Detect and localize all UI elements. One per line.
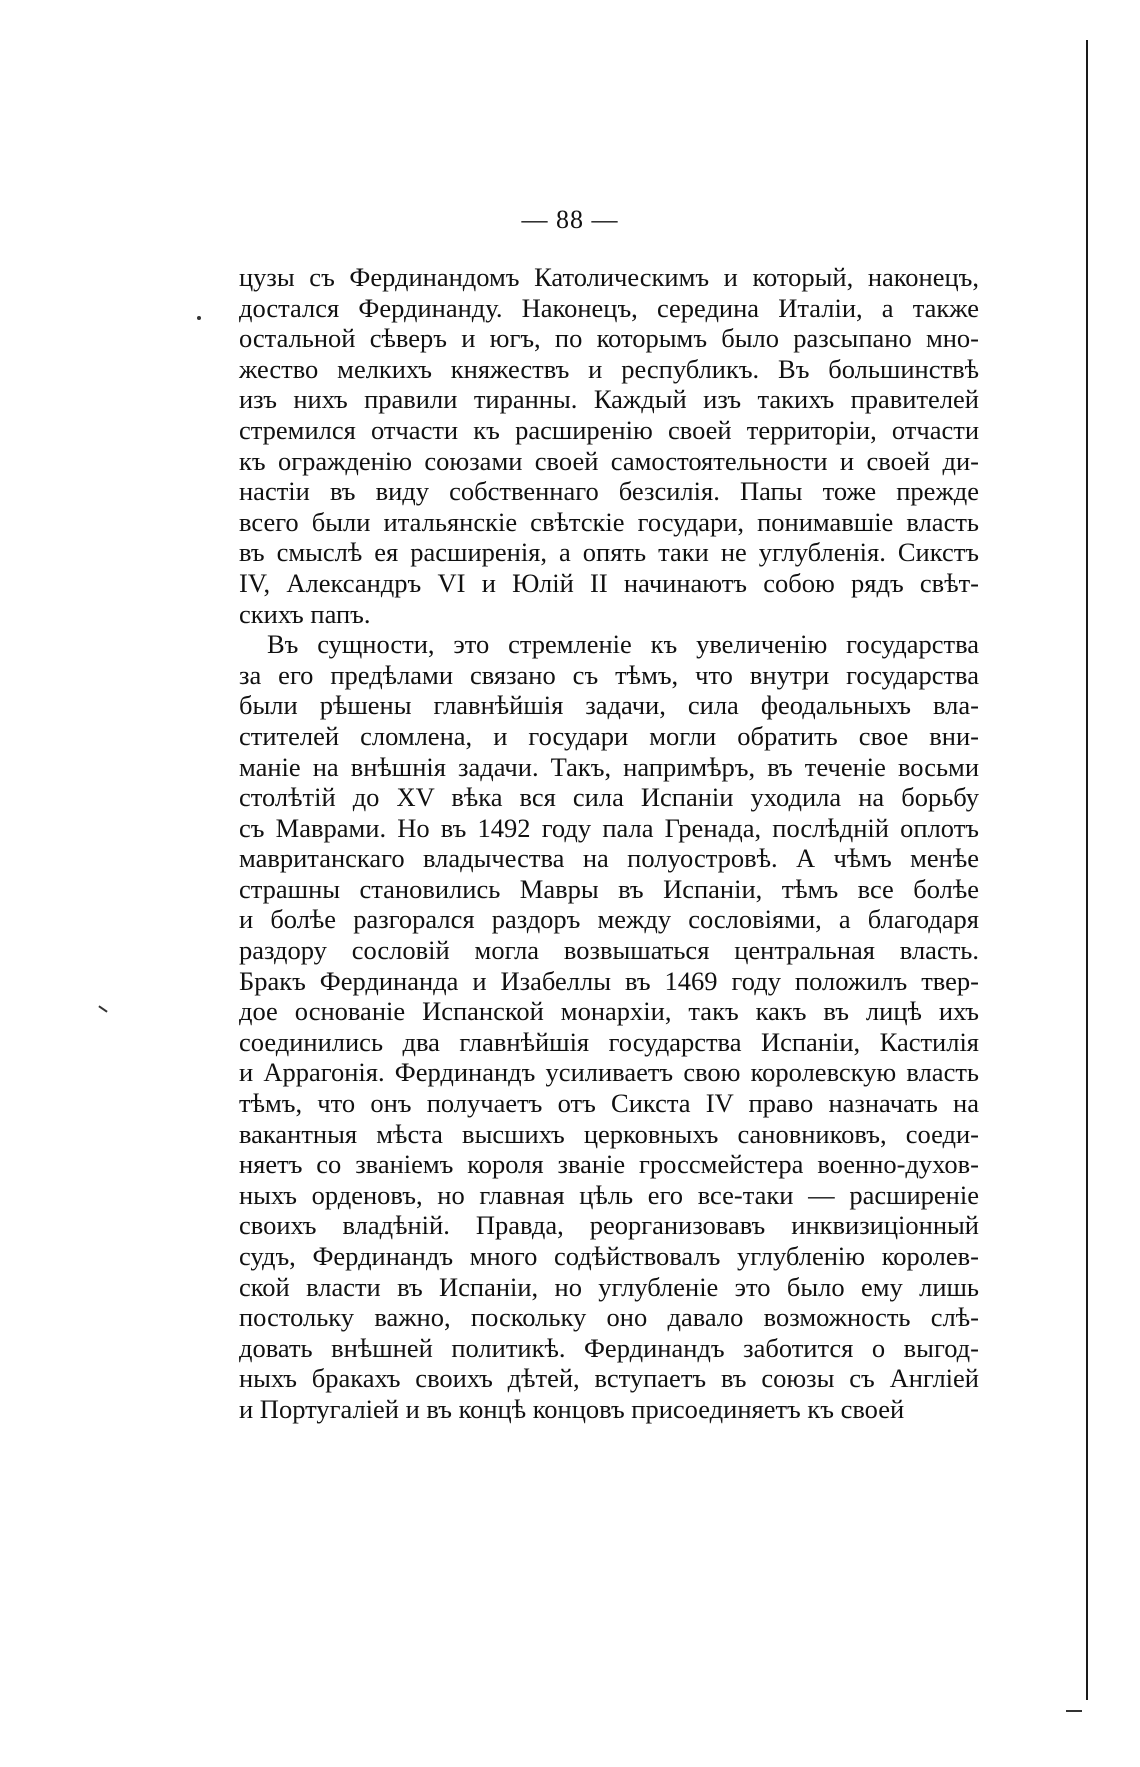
text-line: остальной сѣверъ и югъ, по которымъ было разсыпано мно-: [239, 323, 979, 354]
text-line: за его предѣлами связано съ тѣмъ, что внутри государства: [239, 659, 979, 690]
text-line: мавританскаго владычества на полуостровѣ. А чѣмъ менѣе: [239, 843, 979, 874]
text-line: были рѣшены главнѣйшія задачи, сила феодальныхъ вла-: [239, 690, 979, 721]
text-line: стителей сломлена, и государи могли обратить свое вни-: [239, 720, 979, 751]
text-line: настіи въ виду собственнаго безсилія. Папы тоже прежде: [239, 476, 979, 507]
text-line: Бракъ Фердинанда и Изабеллы въ 1469 году положилъ твер-: [239, 965, 979, 996]
text-line: няетъ со званіемъ короля званіе гроссмейстера военно-духов-: [239, 1149, 979, 1180]
text-line: ныхъ бракахъ своихъ дѣтей, вступаетъ въ союзы съ Англіей: [239, 1363, 979, 1394]
text-line: и болѣе разгорался раздоръ между сословіями, а благодаря: [239, 904, 979, 935]
text-line: дое основаніе Испанской монархіи, такъ какъ въ лицѣ ихъ: [239, 996, 979, 1027]
text-line: столѣтій до XV вѣка вся сила Испаніи уходила на борьбу: [239, 782, 979, 813]
text-line: постольку важно, поскольку оно давало возможность слѣ-: [239, 1302, 979, 1333]
text-line: и Португаліей и въ концѣ концовъ присоединяетъ къ своей: [239, 1393, 905, 1424]
page-edge-line: [1086, 40, 1088, 1700]
margin-speck: [197, 316, 201, 320]
text-line: цузы съ Фердинандомъ Католическимъ и который, наконецъ,: [239, 262, 979, 292]
text-line: маніе на внѣшнія задачи. Такъ, напримѣръ, въ теченіе восьми: [239, 751, 979, 782]
text-line: раздору сословій могла возвышаться центральная власть.: [239, 935, 979, 966]
text-line: всего были итальянскіе свѣтскіе государи, понимавшіе власть: [239, 506, 979, 537]
text-line: страшны становились Мавры въ Испаніи, тѣмъ все болѣе: [239, 873, 979, 904]
text-line: ныхъ орденовъ, но главная цѣль его все-таки — расширеніе: [239, 1179, 979, 1210]
text-line: изъ нихъ правили тиранны. Каждый изъ такихъ правителей: [239, 384, 979, 415]
text-line: тѣмъ, что онъ получаетъ отъ Сикста IV право назначать на: [239, 1088, 979, 1119]
text-line: скихъ папъ.: [239, 598, 371, 629]
text-line: IV, Александръ VI и Юлій II начинаютъ собою рядъ свѣт-: [239, 567, 979, 598]
margin-mark: [98, 1005, 107, 1012]
paragraph: [239, 262, 979, 629]
text-line: стремился отчасти къ расширенію своей территоріи, отчасти: [239, 414, 979, 445]
text-line: довать внѣшней политикѣ. Фердинандъ заботится о выгод-: [239, 1332, 979, 1363]
text-line: Въ сущности, это стремленіе къ увеличенію государства: [267, 629, 979, 660]
text-line: ской власти въ Испаніи, но углубленіе это было ему лишь: [239, 1271, 979, 1302]
text-line: своихъ владѣній. Правда, реорганизовавъ инквизиціонный: [239, 1210, 979, 1241]
text-line: къ огражденію союзами своей самостоятельности и своей ди-: [239, 445, 979, 476]
text-line: съ Маврами. Но въ 1492 году пала Гренада, послѣдній оплотъ: [239, 812, 979, 843]
text-line: и Аррагонія. Фердинандъ усиливаетъ свою королевскую власть: [239, 1057, 979, 1088]
text-line: судъ, Фердинандъ много содѣйствовалъ углубленію королев-: [239, 1241, 979, 1271]
corner-mark: [1066, 1710, 1082, 1712]
text-line: достался Фердинанду. Наконецъ, середина Италіи, а также: [239, 292, 979, 323]
text-line: соединились два главнѣйшія государства Испаніи, Кастилія: [239, 1026, 979, 1057]
text-line: въ смыслѣ ея расширенія, а опять таки не углубленія. Сикстъ: [239, 537, 979, 568]
page-number: — 88 —: [521, 205, 619, 234]
text-line: жество мелкихъ княжествъ и республикъ. Въ большинствѣ: [239, 353, 979, 384]
text-line: вакантныя мѣста высшихъ церковныхъ сановниковъ, соеди-: [239, 1118, 979, 1149]
paragraph: [239, 629, 979, 1424]
body-text: [239, 262, 979, 1425]
